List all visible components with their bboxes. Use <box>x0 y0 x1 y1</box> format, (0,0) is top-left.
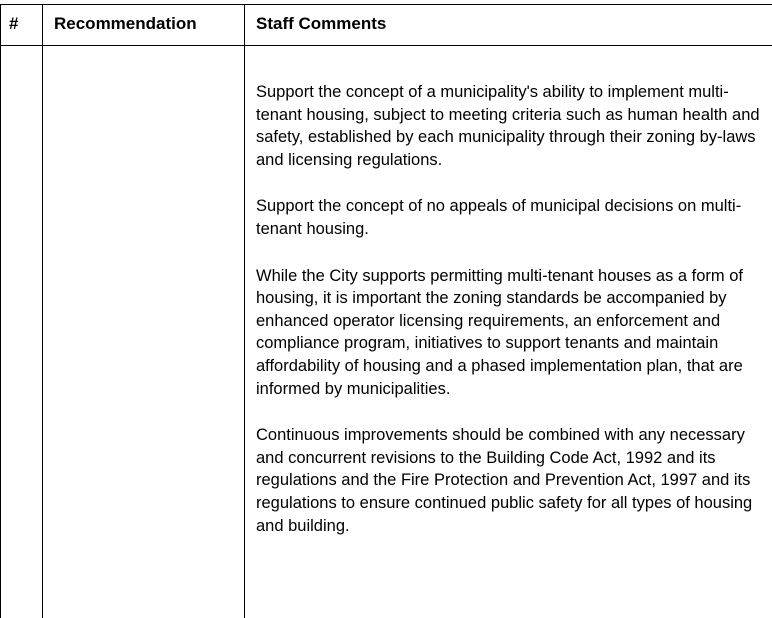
column-divider-left <box>0 4 1 618</box>
comment-paragraph-2: Support the concept of no appeals of municipal decisions on multi-tenant housing. <box>256 197 742 238</box>
table-top-border <box>0 4 772 5</box>
column-divider-number <box>42 4 43 618</box>
header-bottom-border <box>0 45 772 46</box>
column-divider-recommendation <box>244 4 245 618</box>
staff-comments-cell <box>256 81 768 537</box>
header-recommendation: Recommendation <box>54 14 197 33</box>
header-staff-comments: Staff Comments <box>256 14 387 33</box>
comment-paragraph-3: While the City supports permitting multi-tenant houses as a form of housing, it is important the zoning standards be accompanied by enhanced operator licensing requirements, an enforcement and compliance program, initiatives to support tenants and maintain affordability of housing and a phased implementation plan, that are informed by municipalities. <box>256 266 743 398</box>
comment-paragraph-1: Support the concept of a municipality's ability to implement multi-tenant housing, subject to meeting criteria such as human health and safety, established by each municipality through their zoning by-laws and licensing regulations. <box>256 83 760 169</box>
comment-paragraph-4: Continuous improvements should be combined with any necessary and concurrent revisions to the Building Code Act, 1992 and its regulations and the Fire Protection and Prevention Act, 1997 and its regulations to ensure continued public safety for all types of housing and building. <box>256 426 753 535</box>
header-number: # <box>9 14 19 33</box>
